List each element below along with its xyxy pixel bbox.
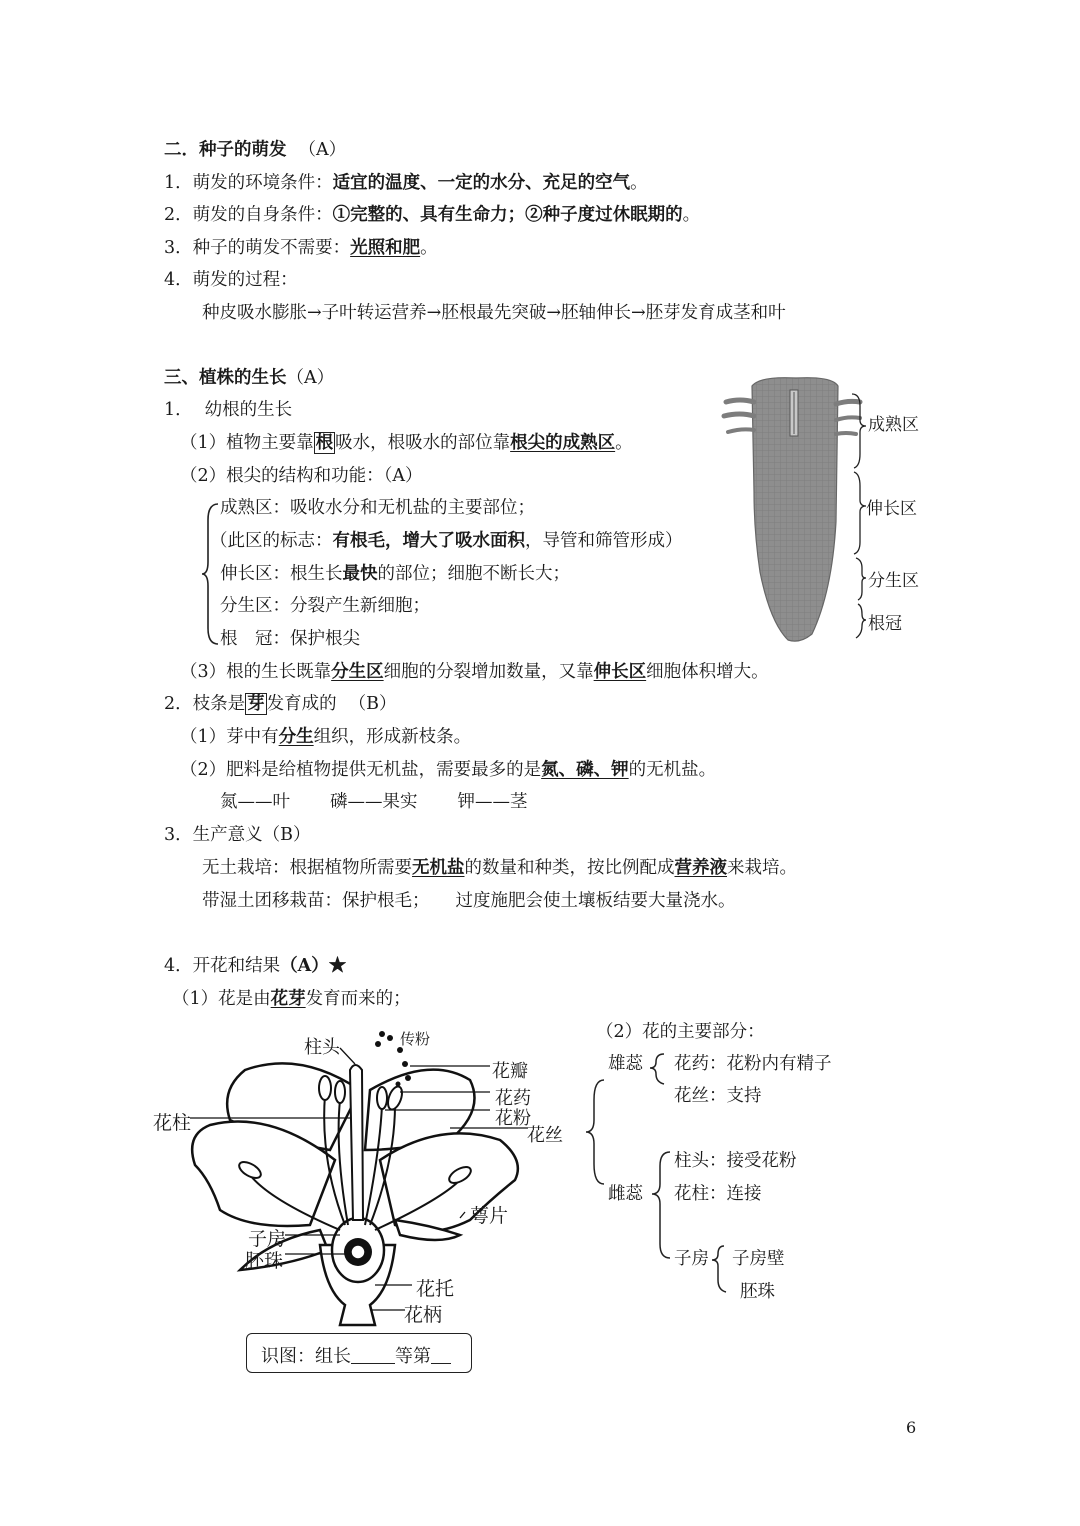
- flower-from-flower-bud: （1）花是由花芽发育而来的；: [172, 989, 411, 1009]
- flower-label-ovule: 胚珠: [245, 1250, 284, 1272]
- zone-mature: 成熟区：吸收水分和无机盐的主要部位；: [220, 498, 535, 518]
- production-significance-heading: 3．生产意义（B）: [164, 825, 311, 845]
- branch-from-bud: 2．枝条是 芽 发育成的 （B）: [164, 694, 397, 714]
- flower-label-style: 花柱: [153, 1112, 192, 1134]
- zone-root-cap: 根 冠：保护根尖: [220, 629, 360, 649]
- style-description: 花柱：连接: [674, 1184, 762, 1204]
- page-number: 6: [906, 1418, 917, 1437]
- pistil-label: 雌蕊: [608, 1184, 643, 1204]
- germination-not-needed: 3．种子的萌发不需要：光照和肥。: [164, 238, 438, 258]
- root-tip-illustration: [720, 372, 870, 652]
- fertilizer-npk: （2）肥料是给植物提供无机盐，需要最多的是氮、磷、钾的无机盐。: [180, 760, 717, 780]
- flower-label-filament: 花丝: [527, 1125, 563, 1146]
- flower-label-pollen: 花粉: [495, 1108, 531, 1129]
- germination-env-condition: 1．萌发的环境条件：适宜的温度、一定的水分、充足的空气。: [164, 173, 648, 193]
- germination-process: 种皮吸水膨胀→子叶转运营养→胚根最先突破→胚轴伸长→胚芽发育成茎和叶: [202, 303, 786, 323]
- germination-self-condition: 2．萌发的自身条件：①完整的、具有生命力；②种子度过休眠期的。: [164, 205, 701, 225]
- young-root-heading: 1． 幼根的生长: [164, 400, 293, 420]
- root-label-meristem: 分生区: [868, 571, 919, 591]
- root-label-cap: 根冠: [868, 614, 902, 634]
- root-label-elongation: 伸长区: [866, 499, 917, 519]
- zone-meristem: 分生区：分裂产生新细胞；: [220, 596, 430, 616]
- ovary-wall-label: 子房壁: [732, 1249, 785, 1269]
- root-zone-bracket: [200, 500, 222, 650]
- leader-name-blank[interactable]: [351, 1345, 395, 1364]
- ovule-label: 胚珠: [740, 1282, 775, 1302]
- flower-label-pollination: 传粉: [400, 1030, 431, 1048]
- flower-label-ovary: 子房: [248, 1228, 287, 1250]
- stamen-label: 雄蕊: [608, 1054, 643, 1074]
- figure-recognition-box: 识图：组长 等第: [246, 1333, 472, 1373]
- transplanting: 带湿土团移栽苗：保护根毛； 过度施肥会使土壤板结要大量浇水。: [202, 891, 736, 911]
- flowering-fruiting-title: 4．开花和结果（A）★: [164, 956, 347, 976]
- filament-description: 花丝：支持: [674, 1086, 762, 1106]
- zone-mature-mark: （此区的标志：有根毛，增大了吸水面积，导管和筛管形成）: [210, 531, 683, 551]
- flower-label-receptacle: 花托: [416, 1278, 455, 1300]
- root-tip-structure-heading: （2）根尖的结构和功能：（A）: [180, 466, 423, 486]
- npk-functions: 氮——叶 磷——果实 钾——茎: [220, 792, 528, 812]
- zone-elongation: 伸长区：根生长最快的部位；细胞不断长大；: [220, 564, 570, 584]
- flower-label-sepal: 萼片: [470, 1205, 509, 1227]
- stigma-description: 柱头：接受花粉: [674, 1151, 797, 1171]
- flower-label-petal: 花瓣: [492, 1061, 528, 1082]
- root-growth-summary: （3）根的生长既靠分生区细胞的分裂增加数量，又靠伸长区细胞体积增大。: [180, 662, 769, 682]
- soilless-culture: 无土栽培：根据植物所需要无机盐的数量和种类，按比例配成营养液来栽培。: [202, 858, 797, 878]
- root-label-mature: 成熟区: [868, 415, 919, 435]
- bud-meristem: （1）芽中有分生组织，形成新枝条。: [180, 727, 472, 747]
- section2-title: 二．种子的萌发 （A）: [164, 140, 347, 160]
- flower-main-parts-title: （2）花的主要部分：: [596, 1022, 765, 1042]
- anther-description: 花药：花粉内有精子: [674, 1054, 832, 1074]
- flower-label-anther: 花药: [495, 1088, 531, 1109]
- ovary-bracket: [710, 1244, 730, 1300]
- flower-label-pedicel: 花柄: [404, 1304, 443, 1326]
- germination-process-label: 4．萌发的过程：: [164, 270, 298, 290]
- ovary-label: 子房: [674, 1249, 709, 1269]
- root-water-absorption: （1）植物主要靠 根 吸水，根吸水的部位靠根尖的成熟区。: [180, 433, 633, 453]
- section3-title: 三、植株的生长（A）: [164, 368, 335, 388]
- grade-blank[interactable]: [431, 1345, 451, 1364]
- flower-label-stigma: 柱头: [304, 1037, 340, 1058]
